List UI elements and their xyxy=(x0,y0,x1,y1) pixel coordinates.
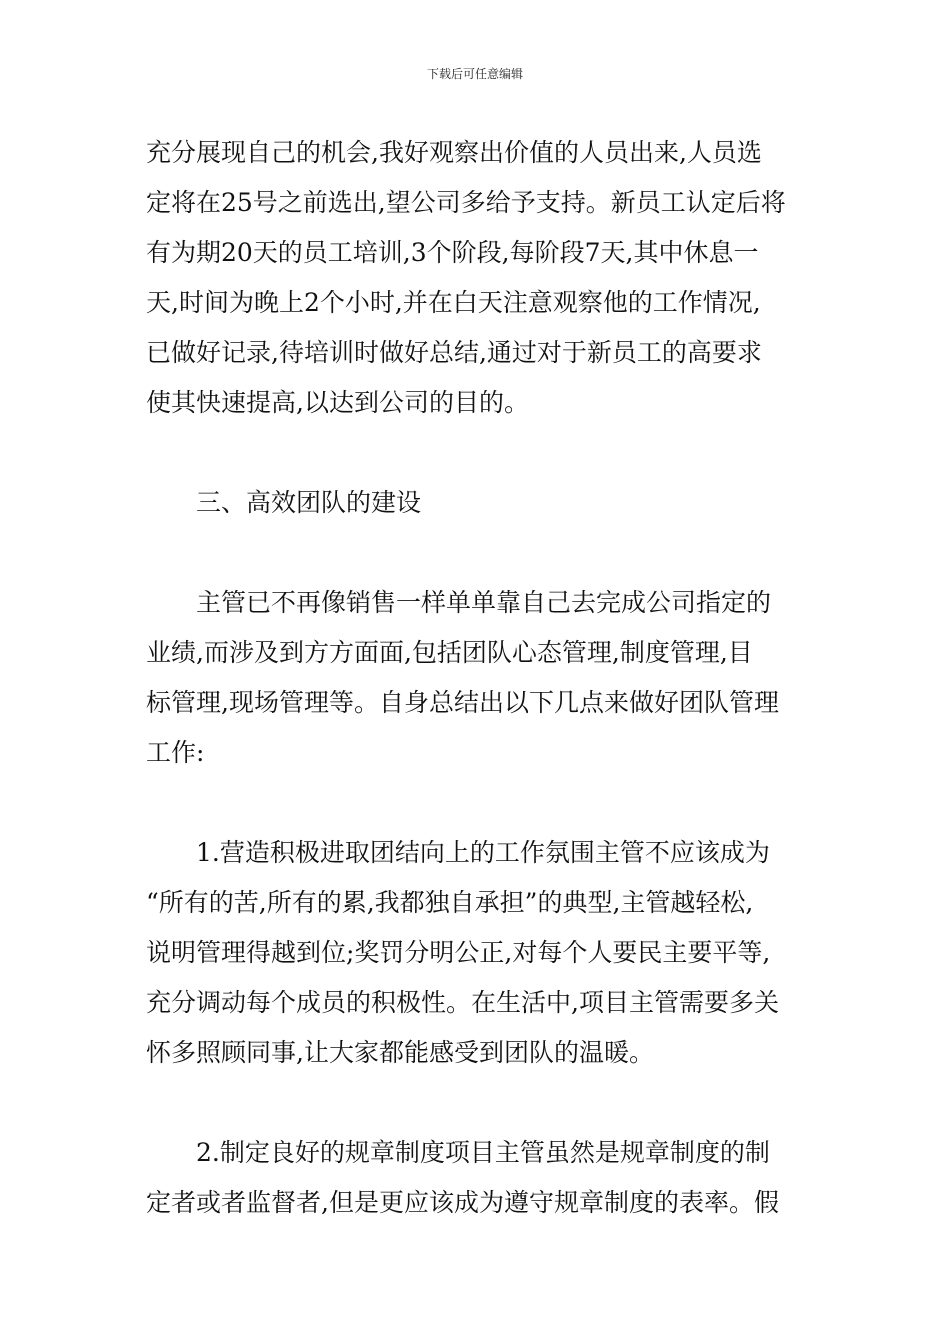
text-line: 主管已不再像销售一样单单靠自己去完成公司指定的 xyxy=(196,588,772,617)
text-line: “所有的苦,所有的累,我都独自承担”的典型,主管越轻松, xyxy=(146,888,754,917)
text-line: 1.营造积极进取团结向上的工作氛围主管不应该成为 xyxy=(196,838,770,867)
heading-text: 三、高效团队的建设 xyxy=(196,488,422,517)
text-line: 天,时间为晚上2个小时,并在白天注意观察他的工作情况, xyxy=(146,288,761,317)
page-header: 下载后可任意编辑 xyxy=(426,67,523,81)
text-line: 有为期20天的员工培训,3个阶段,每阶段7天,其中休息一 xyxy=(146,238,759,267)
text-line: 已做好记录,待培训时做好总结,通过对于新员工的高要求 xyxy=(146,338,762,367)
paragraph-spacer xyxy=(146,428,826,478)
paragraph-3 xyxy=(146,828,826,1078)
paragraph-spacer xyxy=(146,528,826,578)
document-body xyxy=(146,128,826,1228)
section-heading xyxy=(146,478,826,528)
text-line: 怀多照顾同事,让大家都能感受到团队的温暖。 xyxy=(146,1038,654,1067)
text-line: 充分调动每个成员的积极性。在生活中,项目主管需要多关 xyxy=(146,988,779,1017)
text-line: 充分展现自己的机会,我好观察出价值的人员出来,人员选 xyxy=(146,138,762,167)
paragraph-spacer xyxy=(146,778,826,828)
paragraph-1 xyxy=(146,128,826,428)
text-line: 说明管理得越到位;奖罚分明公正,对每个人要民主要平等, xyxy=(146,938,771,967)
text-line: 标管理,现场管理等。自身总结出以下几点来做好团队管理 xyxy=(146,688,779,717)
text-line: 定者或者监督者,但是更应该成为遵守规章制度的表率。假 xyxy=(146,1188,779,1217)
text-line: 定将在25号之前选出,望公司多给予支持。新员工认定后将 xyxy=(146,188,786,217)
text-line: 业绩,而涉及到方方面面,包括团队心态管理,制度管理,目 xyxy=(146,638,753,667)
paragraph-2 xyxy=(146,578,826,778)
paragraph-4 xyxy=(146,1128,826,1228)
text-line: 使其快速提高,以达到公司的目的。 xyxy=(146,388,529,417)
paragraph-spacer xyxy=(146,1078,826,1128)
text-line: 2.制定良好的规章制度项目主管虽然是规章制度的制 xyxy=(196,1138,770,1167)
text-line: 工作: xyxy=(146,738,205,767)
